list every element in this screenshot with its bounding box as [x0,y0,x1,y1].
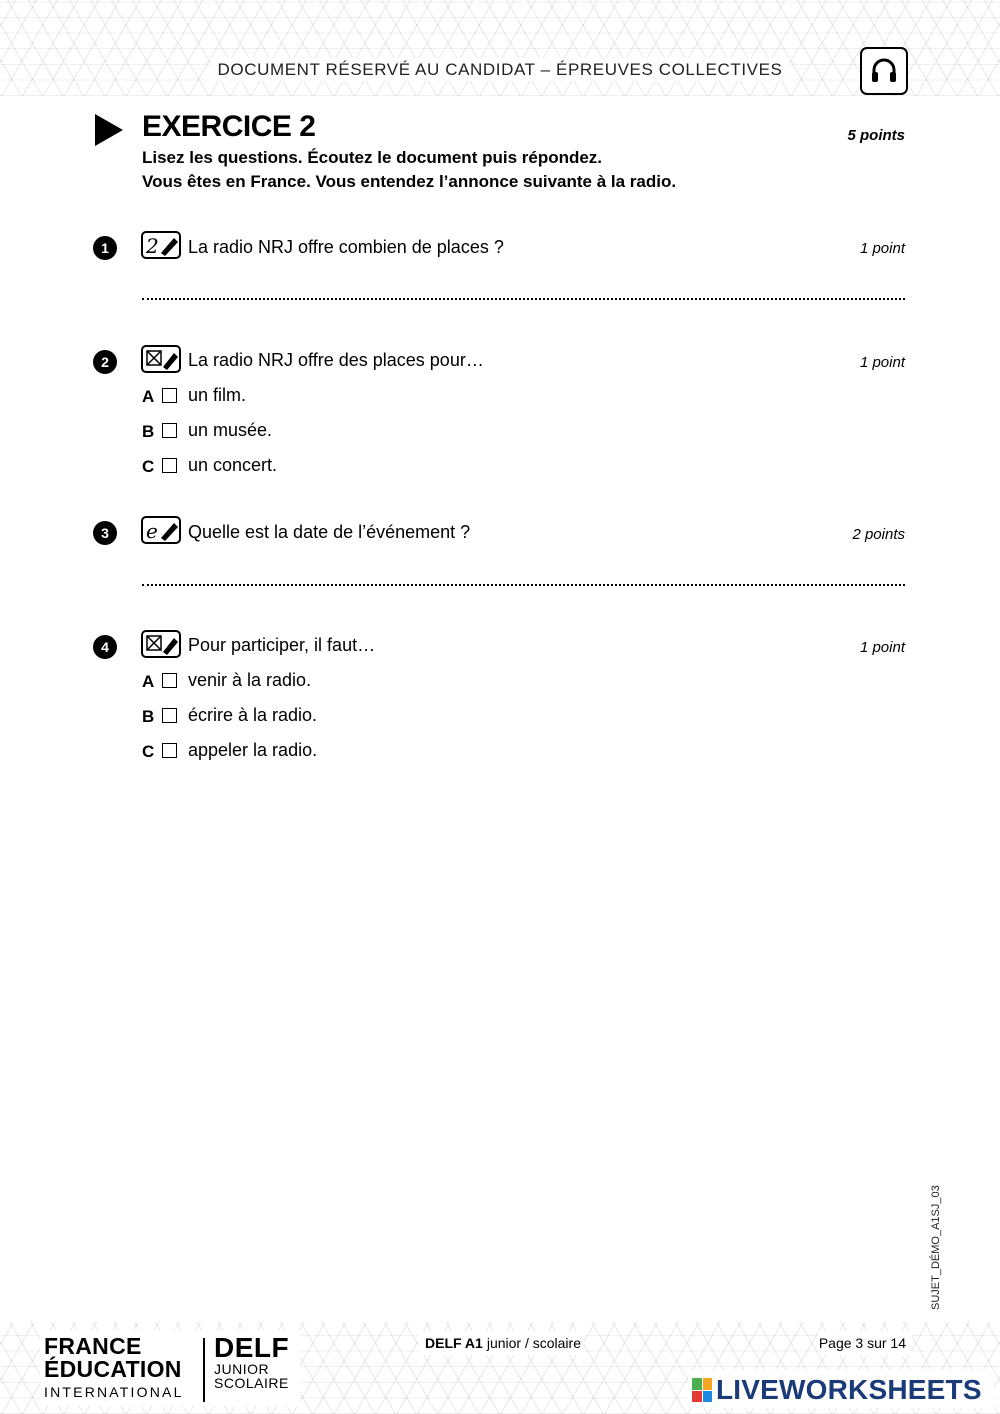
option-text-2c: un concert. [188,455,278,475]
question-number-3: 3 [93,521,117,545]
header-pattern [0,0,1000,96]
liveworksheets-watermark [692,1374,982,1406]
headphones-icon [860,47,908,95]
check-box-icon [141,630,181,658]
instruction-line-2: Vous êtes en France. Vous entendez l’annonce suivante à la radio. [142,172,677,191]
question-number-2: 2 [93,350,117,374]
answer-line-1[interactable] [142,298,905,300]
exam-label [425,1335,581,1351]
option-letter-2b: B [142,422,155,441]
write-number-glyph: 2 [146,234,159,257]
option-text-4c: appeler la radio. [188,740,318,760]
exercise-points: 5 points [847,127,905,144]
write-text-glyph: e [146,519,158,542]
option-checkbox-4a[interactable] [162,673,177,688]
write-number-icon [141,231,181,259]
fe-logo-line-2: ÉDUCATION [44,1356,182,1382]
option-letter-2a: A [142,387,155,406]
document-code: SUJET_DÉMO_A1SJ_03 [930,1185,942,1310]
question-points-4: 1 point [859,639,905,656]
option-letter-2c: C [142,457,155,476]
delf-logo [214,1334,289,1390]
option-text-4b: écrire à la radio. [188,705,318,725]
option-letter-4a: A [142,672,155,691]
write-text-icon [141,516,181,544]
logo-separator [203,1338,205,1402]
option-letter-4b: B [142,707,155,726]
option-checkbox-2a[interactable] [162,388,177,403]
delf-logo-line-1: DELF [214,1332,290,1363]
liveworksheets-text: LIVEWORKSHEETS [716,1374,982,1405]
option-text-2a: un film. [188,385,247,405]
option-checkbox-2b[interactable] [162,423,177,438]
option-checkbox-2c[interactable] [162,458,177,473]
question-number-4: 4 [93,635,117,659]
question-text-3: Quelle est la date de l’événement ? [188,522,471,542]
question-text-1: La radio NRJ offre combien de places ? [188,237,504,257]
france-education-logo [44,1335,194,1399]
document-header: DOCUMENT RÉSERVÉ AU CANDIDAT – ÉPREUVES COLLECTIVES [0,60,1000,80]
question-number-1: 1 [93,236,117,260]
check-box-icon [141,345,181,373]
question-points-3: 2 points [852,526,905,543]
option-text-2b: un musée. [188,420,273,440]
option-checkbox-4c[interactable] [162,743,177,758]
option-checkbox-4b[interactable] [162,708,177,723]
exam-level: DELF A1 [425,1335,483,1351]
instruction-line-1: Lisez les questions. Écoutez le document puis répondez. [142,148,603,167]
exam-type: junior / scolaire [486,1335,581,1351]
question-points-2: 1 point [859,354,905,371]
play-triangle-icon [95,114,123,146]
question-text-2: La radio NRJ offre des places pour… [188,350,484,370]
delf-logo-line-2: JUNIOR [214,1361,270,1377]
option-text-4a: venir à la radio. [188,670,312,690]
delf-logo-line-3: SCOLAIRE [214,1375,289,1391]
answer-line-3[interactable] [142,584,905,586]
question-text-4: Pour participer, il faut… [188,635,376,655]
page-number: Page 3 sur 14 [818,1335,906,1351]
fe-logo-line-3: INTERNATIONAL [44,1384,184,1400]
liveworksheets-logo-icon [692,1378,712,1402]
fe-logo-line-1: FRANCE [44,1333,142,1359]
option-letter-4c: C [142,742,155,761]
question-points-1: 1 point [859,240,905,257]
exercise-title: EXERCICE 2 [142,110,316,143]
